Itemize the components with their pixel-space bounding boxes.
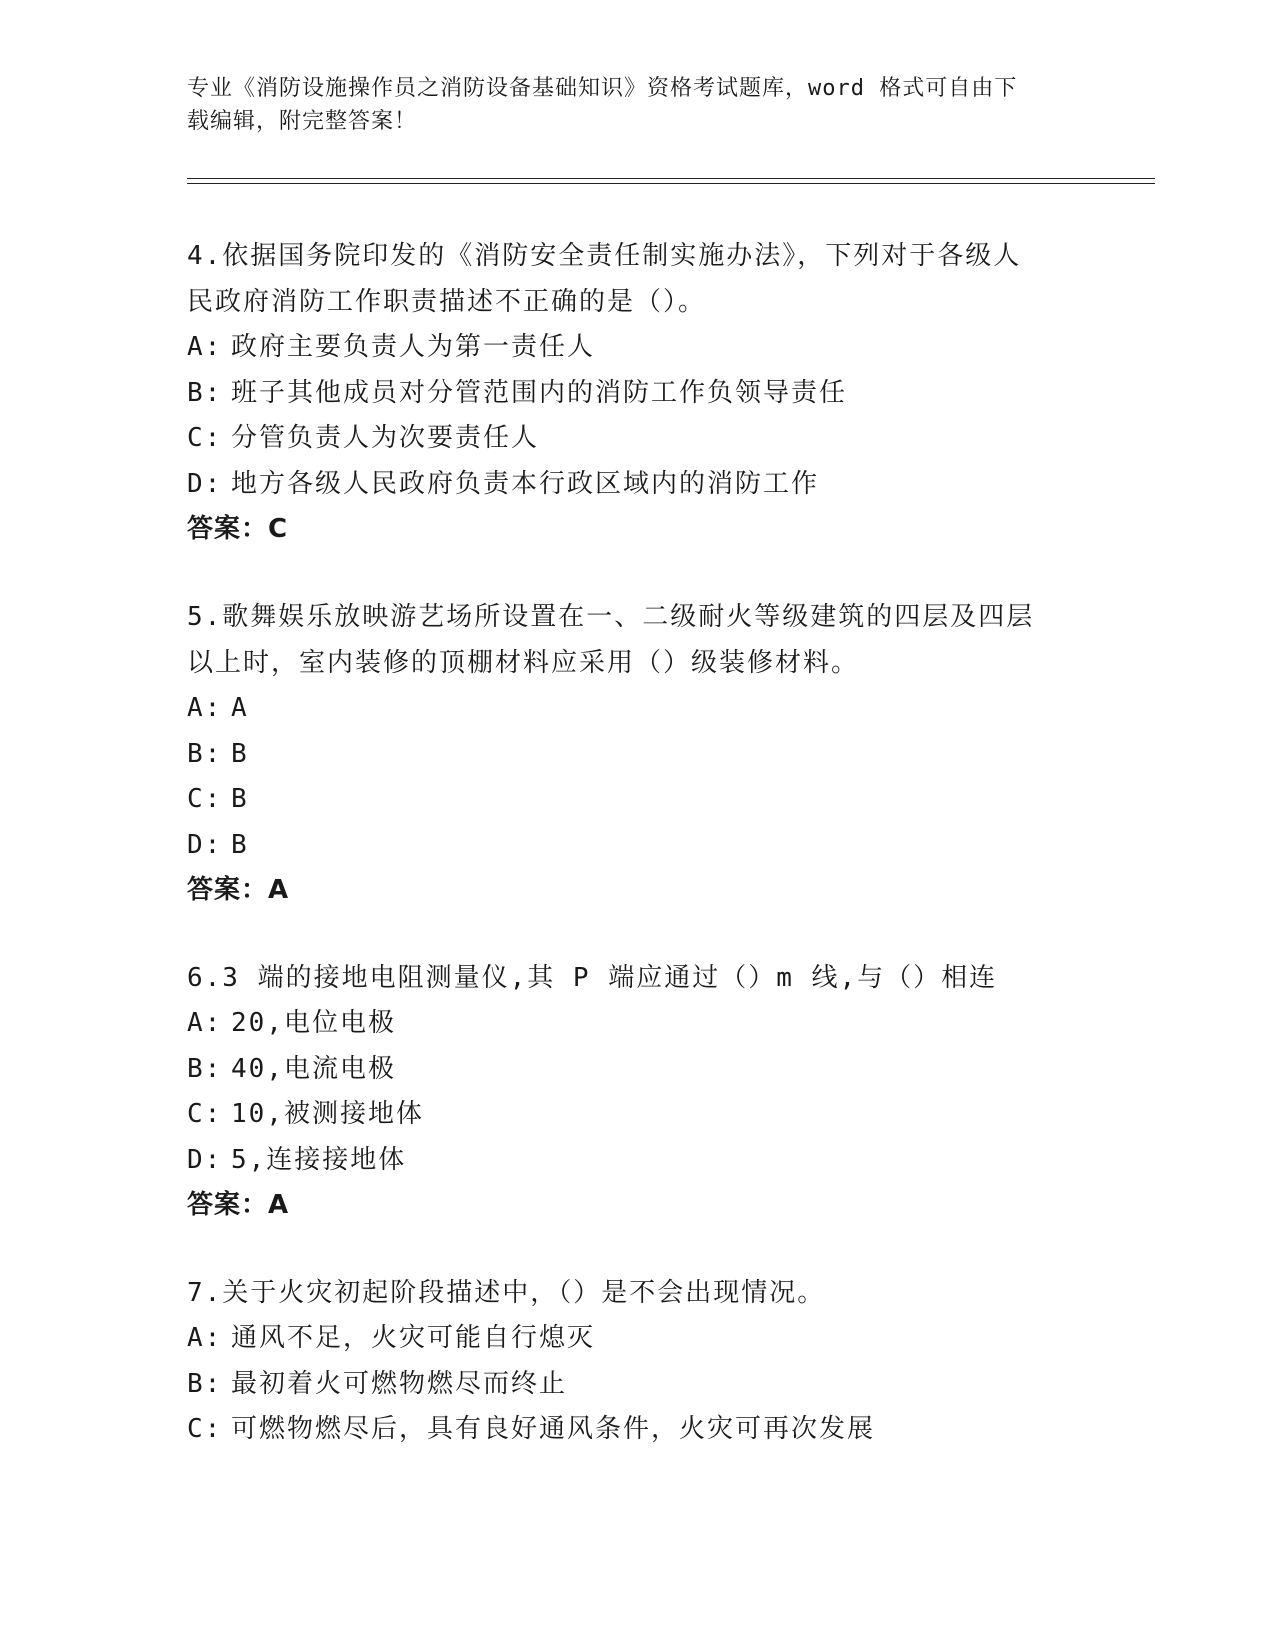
option-key: A: — [187, 693, 223, 723]
option-key: B: — [187, 1053, 223, 1084]
option-text: 地方各级人民政府负责本行政区域内的消防工作 — [231, 468, 820, 499]
question-7-option-b — [187, 1362, 1087, 1408]
option-text: B — [231, 829, 249, 860]
question-5-text-line-2: 以上时，室内装修的顶棚材料应采用（）级装修材料。 — [187, 648, 860, 678]
question-5-option-d — [187, 823, 1087, 869]
option-key: C: — [187, 1414, 223, 1444]
option-text: B — [231, 784, 249, 814]
question-6-text-line-1: 6.3 端的接地电阻测量仪,其 P 端应通过（）m 线,与（）相连 — [187, 963, 998, 993]
question-4-option-c — [187, 416, 1087, 462]
question-4-answer: 答案：C — [187, 514, 289, 544]
question-4-text-line-2: 民政府消防工作职责描述不正确的是（）。 — [187, 287, 707, 317]
question-5-answer: 答案：A — [187, 875, 290, 905]
question-6-option-c — [187, 1092, 1087, 1138]
question-5 — [187, 594, 1087, 913]
question-4-option-b — [187, 371, 1087, 417]
option-key: D: — [187, 468, 223, 499]
question-7-option-a — [187, 1316, 1087, 1362]
option-text: 20,电位电极 — [231, 1008, 396, 1038]
question-7-text-line-1: 7.关于火灾初起阶段描述中，（）是不会出现情况。 — [187, 1278, 826, 1308]
option-text: 5,连接接地体 — [231, 1144, 407, 1175]
option-key: C: — [187, 1099, 223, 1129]
option-text: 分管负责人为次要责任人 — [231, 423, 540, 453]
option-text: A — [231, 693, 249, 723]
question-7-option-c — [187, 1407, 1087, 1453]
question-4-option-a — [187, 325, 1087, 371]
header-divider-bottom — [187, 183, 1155, 184]
option-text: 可燃物燃尽后，具有良好通风条件，火灾可再次发展 — [231, 1414, 876, 1444]
header-line-1: 专业《消防设施操作员之消防设备基础知识》资格考试题库，word 格式可自由下 — [187, 76, 1018, 101]
option-key: C: — [187, 784, 223, 814]
option-text: 最初着火可燃物燃尽而终止 — [231, 1368, 568, 1399]
option-text: 班子其他成员对分管范围内的消防工作负领导责任 — [231, 377, 848, 408]
question-6-option-d — [187, 1138, 1087, 1184]
document-header — [187, 72, 1077, 138]
option-key: D: — [187, 1144, 223, 1175]
option-key: A: — [187, 1008, 223, 1038]
question-6-option-b — [187, 1047, 1087, 1093]
question-list — [187, 233, 1087, 1495]
option-key: C: — [187, 423, 223, 453]
option-key: B: — [187, 377, 223, 408]
question-5-option-c — [187, 777, 1087, 823]
question-7 — [187, 1270, 1087, 1453]
question-4-option-d — [187, 462, 1087, 508]
question-6 — [187, 955, 1087, 1228]
option-key: D: — [187, 829, 223, 860]
option-text: B — [231, 738, 249, 769]
option-key: A: — [187, 1323, 223, 1353]
question-6-option-a — [187, 1001, 1087, 1047]
option-key: B: — [187, 1368, 223, 1399]
question-4-text-line-1: 4.依据国务院印发的《消防安全责任制实施办法》，下列对于各级人 — [187, 241, 1022, 271]
header-divider-top — [187, 178, 1155, 179]
question-6-answer: 答案：A — [187, 1190, 290, 1220]
question-5-option-b — [187, 732, 1087, 778]
option-text: 政府主要负责人为第一责任人 — [231, 332, 596, 362]
question-5-option-a — [187, 686, 1087, 732]
option-text: 10,被测接地体 — [231, 1099, 424, 1129]
option-text: 40,电流电极 — [231, 1053, 396, 1084]
question-4 — [187, 233, 1087, 552]
question-5-text-line-1: 5.歌舞娱乐放映游艺场所设置在一、二级耐火等级建筑的四层及四层 — [187, 602, 1035, 632]
option-key: B: — [187, 738, 223, 769]
option-key: A: — [187, 332, 223, 362]
option-text: 通风不足，火灾可能自行熄灭 — [231, 1323, 596, 1353]
header-line-2: 载编辑，附完整答案！ — [187, 109, 418, 134]
